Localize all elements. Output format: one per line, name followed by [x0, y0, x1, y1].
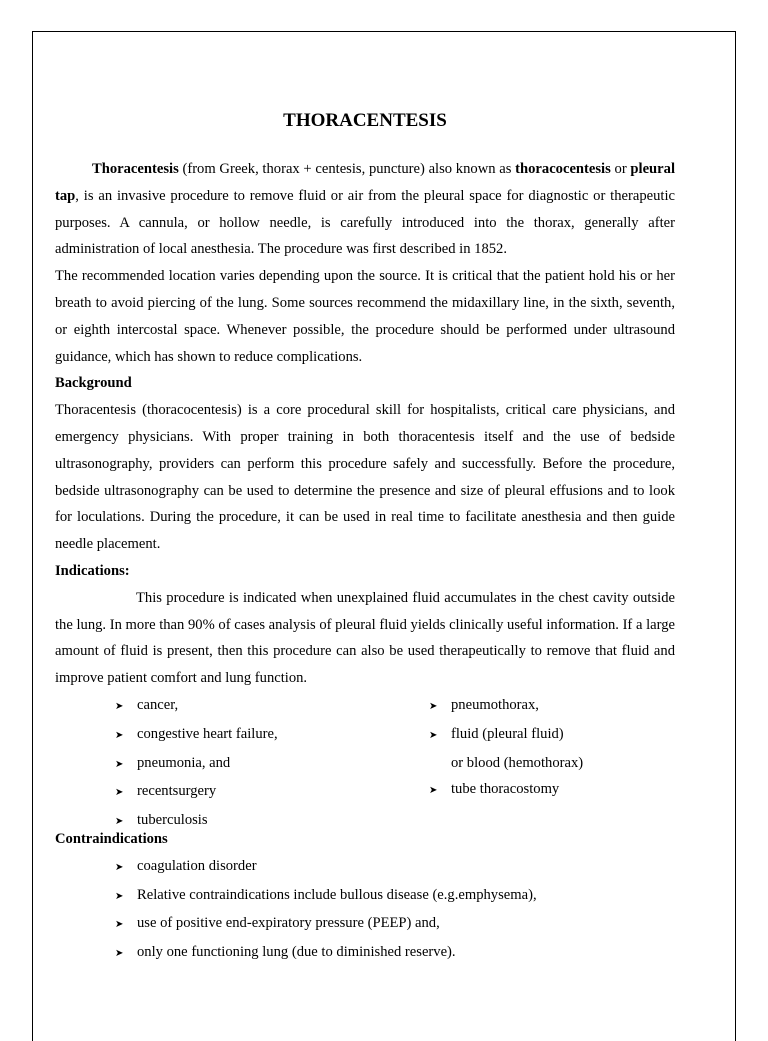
list-item: ➤ tuberculosis: [115, 807, 278, 836]
document-page: [32, 31, 736, 1041]
intro-text-2: , is an invasive procedure to remove fluid or air from the pleural space for diagnostic or therapeutic purposes. A cannula, or hollow needle, is carefully introduced into the thorax, generally after administration of local anesthesia. The procedure was first described in 1852.: [55, 187, 675, 258]
contraindications-heading: Contraindications: [55, 830, 168, 847]
list-item-continuation: or blood (hemothorax): [451, 754, 584, 771]
intro-text-1: (from Greek, thorax + centesis, puncture) also known as: [178, 161, 516, 177]
contraindications-list: [55, 853, 675, 968]
arrow-bullet-icon: ➤: [115, 890, 124, 902]
arrow-bullet-icon: ➤: [429, 785, 438, 797]
list-item: ➤ congestive heart failure,: [115, 721, 278, 750]
background-heading: Background: [55, 375, 132, 392]
list-item: ➤ recentsurgery: [115, 778, 278, 807]
indications-heading: Indications:: [55, 562, 130, 579]
list-item: ➤ use of positive end-expiratory pressure (PEEP) and,: [115, 910, 675, 939]
document-body: [55, 156, 675, 968]
arrow-bullet-icon: ➤: [115, 700, 124, 712]
intro-or: or: [610, 161, 631, 177]
arrow-bullet-icon: ➤: [429, 700, 438, 712]
arrow-bullet-icon: ➤: [115, 729, 124, 741]
list-item: ➤ pneumothorax,: [429, 692, 583, 721]
arrow-bullet-icon: ➤: [115, 861, 124, 873]
term-thoracentesis: Thoracentesis: [92, 161, 179, 177]
arrow-bullet-icon: ➤: [115, 816, 124, 828]
list-item: ➤ tube thoracostomy: [429, 776, 583, 805]
list-item: ➤ pneumonia, and: [115, 750, 278, 779]
intro-paragraph: [55, 156, 675, 263]
indications-list-left: [115, 692, 278, 836]
list-item: ➤ cancer,: [115, 692, 278, 721]
arrow-bullet-icon: ➤: [115, 919, 124, 931]
location-paragraph: The recommended location varies depending upon the source. It is critical that the patient hold his or her breath to avoid piercing of the lung. Some sources recommend the midaxillary line, in the sixth, seventh, or eighth intercostal space. Whenever possible, the procedure should be performed under ultrasound guidance, which has shown to reduce complications.: [55, 268, 675, 365]
list-item: ➤ fluid (pleural fluid): [429, 721, 583, 750]
indications-paragraph: This procedure is indicated when unexplained fluid accumulates in the chest cavity outside the lung. In more than 90% of cases analysis of pleural fluid yields clinically useful information. If a large amount of fluid is present, then this procedure can also be used therapeutically to remove that fluid and improve patient comfort and lung function.: [55, 589, 675, 687]
arrow-bullet-icon: ➤: [429, 729, 438, 741]
list-item: ➤ Relative contraindications include bullous disease (e.g.emphysema),: [115, 882, 675, 911]
arrow-bullet-icon: ➤: [115, 787, 124, 799]
list-item: ➤ only one functioning lung (due to diminished reserve).: [115, 939, 675, 968]
indications-list-right: [429, 692, 583, 805]
term-pleural-tap: pleural tap: [55, 161, 675, 204]
list-item: ➤ coagulation disorder: [115, 853, 675, 882]
arrow-bullet-icon: ➤: [115, 758, 124, 770]
arrow-bullet-icon: ➤: [115, 948, 124, 960]
background-paragraph: Thoracentesis (thoracocentesis) is a core procedural skill for hospitalists, critical care physicians, and emergency physicians. With proper training in both thoracentesis itself and the use of bedside ultrasonography, providers can perform this procedure safely and successfully. Before the procedure, bedside ultrasonography can be used to determine the presence and size of pleural effusions and to look for loculations. During the procedure, it can be used in real time to facilitate anesthesia and then guide needle placement.: [55, 402, 675, 553]
term-thoracocentesis: thoracocentesis: [515, 161, 611, 177]
indications-list: [55, 692, 675, 829]
page-title: THORACENTESIS: [283, 110, 447, 131]
